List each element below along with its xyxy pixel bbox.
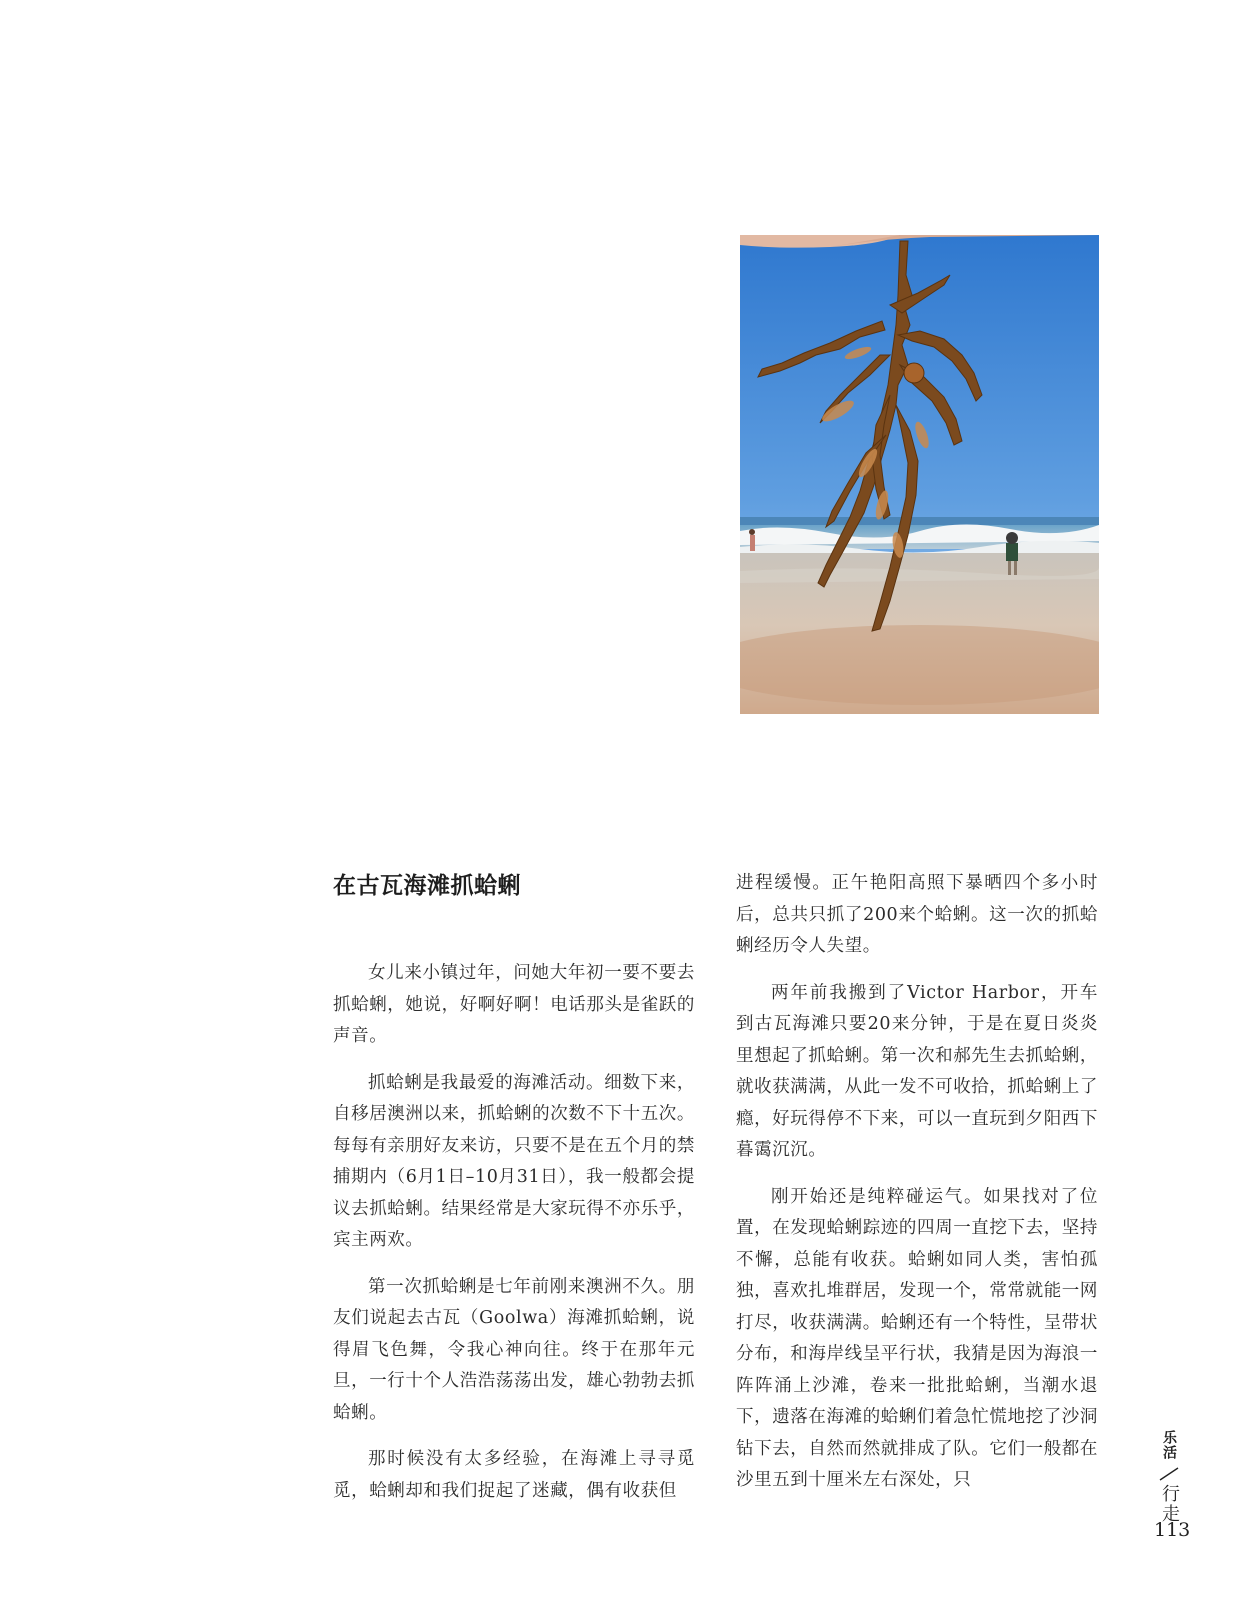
- article-paragraph: 进程缓慢。正午艳阳高照下暴晒四个多小时后，总共只抓了200来个蛤蜊。这一次的抓蛤蜊经历令人失望。: [736, 873, 1098, 956]
- section-tag: [1154, 1430, 1184, 1528]
- article-title: 在古瓦海滩抓蛤蜊: [333, 872, 521, 899]
- article-paragraph: 两年前我搬到了Victor Harbor，开车到古瓦海滩只要20来分钟，于是在夏日炎炎里想起了抓蛤蜊。第一次和郝先生去抓蛤蜊，就收获满满，从此一发不可收拾，抓蛤蜊上了瘾，好玩得停不下来，可以一直玩到夕阳西下暮霭沉沉。: [736, 982, 1098, 1160]
- section-tag-top: 乐活: [1161, 1430, 1177, 1460]
- article-paragraph: 刚开始还是纯粹碰运气。如果找对了位置，在发现蛤蜊踪迹的四周一直挖下去，坚持不懈，总能有收获。蛤蜊如同人类，害怕孤独，喜欢扎堆群居，发现一个，常常就能一网打尽，收获满满。蛤蜊还有一个特性，呈带状分布，和海岸线呈平行状，我猜是因为海浪一阵阵涌上沙滩，卷来一批批蛤蜊，当潮水退下，遗落在海滩的蛤蜊们着急忙慌地挖了沙洞钻下去，自然而然就排成了队。它们一般都在沙里五到十厘米左右深处，只: [736, 1186, 1098, 1490]
- slash-divider-icon: [1158, 1466, 1180, 1482]
- page-number: 113: [1154, 1519, 1191, 1541]
- article-column-left: [333, 870, 695, 1522]
- section-tag-bottom: 行走: [1159, 1484, 1180, 1524]
- article-paragraph: 那时候没有太多经验，在海滩上寻寻觅觅，蛤蜊却和我们捉起了迷藏，偶有收获但: [333, 1449, 695, 1501]
- article-column-right: [736, 868, 1098, 1512]
- article-paragraph: 第一次抓蛤蜊是七年前刚来澳洲不久。朋友们说起去古瓦（Goolwa）海滩抓蛤蜊，说得眉飞色舞，令我心神向往。终于在那年元旦，一行十个人浩浩荡荡出发，雄心勃勃去抓蛤蜊。: [333, 1276, 695, 1423]
- seaweed-beach-photo: [740, 235, 1099, 714]
- article-paragraph: 抓蛤蜊是我最爱的海滩活动。细数下来，自移居澳洲以来，抓蛤蜊的次数不下十五次。每每有亲朋好友来访，只要不是在五个月的禁捕期内（6月1日–10月31日），我一般都会提议去抓蛤蜊。结果经常是大家玩得不亦乐乎，宾主两欢。: [333, 1072, 695, 1250]
- article-paragraph: 女儿来小镇过年，问她大年初一要不要去抓蛤蜊，她说，好啊好啊！电话那头是雀跃的声音。: [333, 963, 695, 1046]
